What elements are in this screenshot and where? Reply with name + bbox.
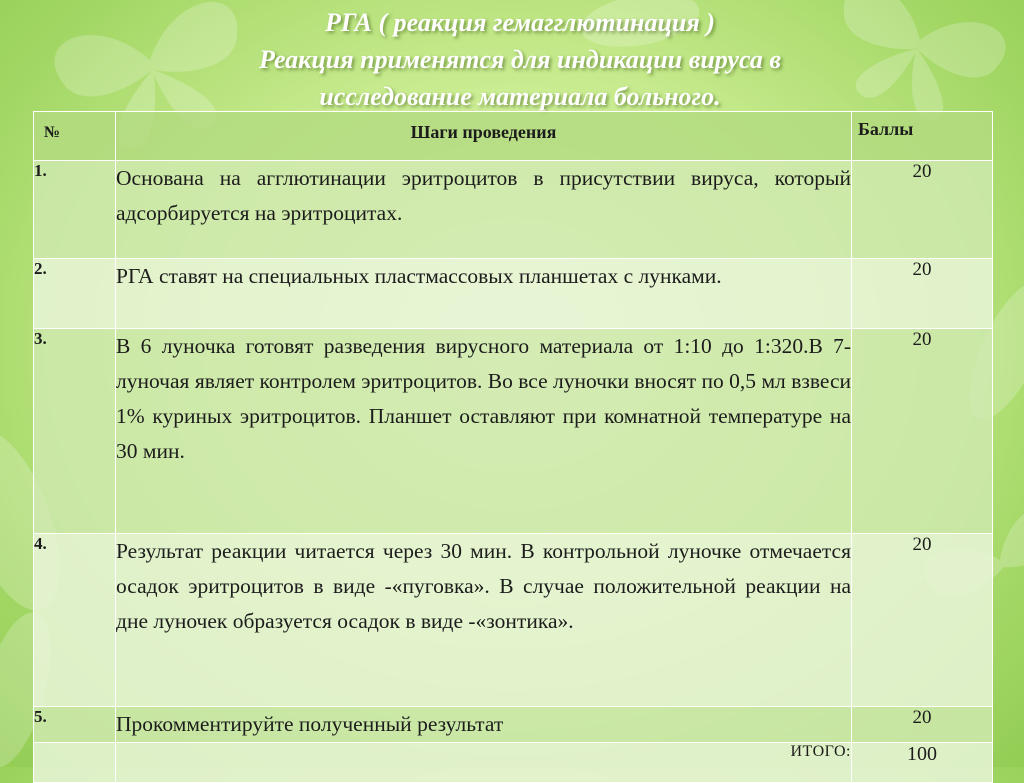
table-header-row bbox=[34, 112, 993, 161]
header-points: Баллы bbox=[852, 112, 993, 161]
row-step-text: Результат реакции читается через 30 мин. В контрольной луночке отмечается осадок эритроцитов в виде -«пуговка». В случае положительной реакции на дне луночек образуется осадок в виде -«зонтика». bbox=[116, 534, 852, 707]
row-step-text: В 6 луночка готовят разведения вирусного материала от 1:10 до 1:320.В 7-луночая являет контролем эритроцитов. Во все луночки вносят по 0,5 мл взвеси 1% куриных эритроцитов. Планшет оставляют при комнатной температуре на 30 мин. bbox=[116, 329, 852, 534]
row-number: 1. bbox=[34, 161, 116, 259]
row-points: 20 bbox=[852, 707, 993, 743]
table-row bbox=[34, 161, 993, 259]
row-step-text: Прокомментируйте полученный результат bbox=[116, 707, 852, 743]
table-row bbox=[34, 329, 993, 534]
row-number: 5. bbox=[34, 707, 116, 743]
title-line-3: исследование материала больного. bbox=[319, 82, 721, 111]
row-points: 20 bbox=[852, 534, 993, 707]
header-step: Шаги проведения bbox=[116, 112, 852, 161]
total-row bbox=[34, 743, 993, 783]
table-row bbox=[34, 534, 993, 707]
total-empty-cell bbox=[34, 743, 116, 783]
row-number: 4. bbox=[34, 534, 116, 707]
total-value: 100 bbox=[852, 743, 993, 783]
title-line-2: Реакция применятся для индикации вируса в bbox=[259, 45, 781, 74]
steps-table bbox=[33, 111, 993, 783]
table-row bbox=[34, 707, 993, 743]
row-number: 3. bbox=[34, 329, 116, 534]
row-points: 20 bbox=[852, 259, 993, 329]
row-step-text: Основана на агглютинации эритроцитов в присутствии вируса, который адсорбируется на эритроцитах. bbox=[116, 161, 852, 259]
total-label: ИТОГО: bbox=[116, 743, 852, 783]
title-line-1: РГА ( реакция гемагглютинация ) bbox=[325, 8, 715, 37]
row-points: 20 bbox=[852, 329, 993, 534]
row-step-text: РГА ставят на специальных пластмассовых планшетах с лунками. bbox=[116, 259, 852, 329]
slide-title bbox=[60, 4, 980, 115]
row-number: 2. bbox=[34, 259, 116, 329]
row-points: 20 bbox=[852, 161, 993, 259]
header-num: № bbox=[34, 112, 116, 161]
table-row bbox=[34, 259, 993, 329]
